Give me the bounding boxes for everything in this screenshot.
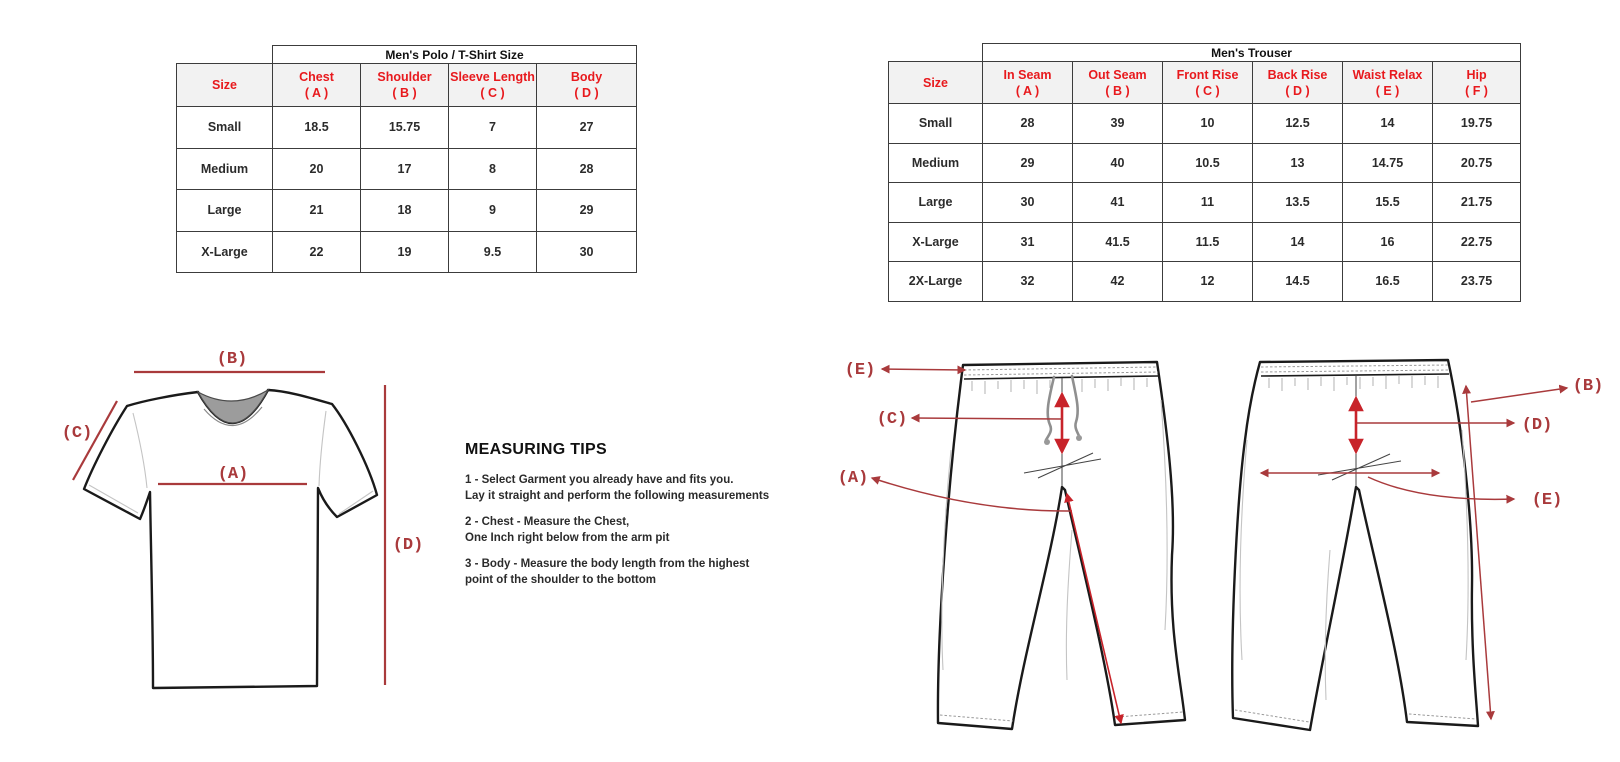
drawstring-knot-left <box>1044 439 1050 445</box>
value-cell: 13.5 <box>1253 183 1343 223</box>
value-cell: 11.5 <box>1163 222 1253 262</box>
column-name: In Seam <box>1003 67 1052 82</box>
polo-size-table <box>176 45 637 273</box>
size-cell: Small <box>889 104 983 144</box>
tip-line-2: Lay it straight and perform the following measurements <box>465 489 770 502</box>
measuring-tips-title: MEASURING TIPS <box>465 441 607 458</box>
column-name: Body <box>570 70 603 84</box>
value-cell: 22 <box>273 231 361 273</box>
front-rise-leader <box>912 418 1062 419</box>
value-cell: 7 <box>449 107 537 149</box>
inseam-label: (A) <box>837 469 869 488</box>
tshirt-measurement-diagram <box>40 325 450 725</box>
trouser-table-title: Men's Trouser <box>983 44 1521 62</box>
value-cell: 13 <box>1253 143 1343 183</box>
measuring-tips-section <box>465 441 795 599</box>
value-cell: 39 <box>1073 104 1163 144</box>
value-cell: 14.5 <box>1253 262 1343 302</box>
value-cell: 11 <box>1163 183 1253 223</box>
spacer-cell <box>177 46 273 64</box>
value-cell: 18.5 <box>273 107 361 149</box>
tshirt-outline <box>84 390 377 688</box>
measuring-tip <box>465 557 795 588</box>
column-header <box>449 64 537 107</box>
value-cell: 17 <box>361 148 449 190</box>
value-cell: 20 <box>273 148 361 190</box>
value-cell: 30 <box>983 183 1073 223</box>
value-cell: 14.75 <box>1343 143 1433 183</box>
table-row <box>177 107 637 149</box>
value-cell: 15.5 <box>1343 183 1433 223</box>
value-cell: 28 <box>537 148 637 190</box>
outseam-leader <box>1471 388 1567 402</box>
polo-title-row <box>177 46 637 64</box>
size-cell: Large <box>177 190 273 232</box>
table-row <box>889 222 1521 262</box>
value-cell: 21.75 <box>1433 183 1521 223</box>
column-name: Front Rise <box>1176 67 1239 82</box>
value-cell: 21 <box>273 190 361 232</box>
value-cell: 9.5 <box>449 231 537 273</box>
value-cell: 10.5 <box>1163 143 1253 183</box>
value-cell: 16.5 <box>1343 262 1433 302</box>
size-cell: Small <box>177 107 273 149</box>
column-header <box>1073 62 1163 104</box>
shoulder-label: (B) <box>216 350 248 369</box>
table-row <box>177 231 637 273</box>
value-cell: 22.75 <box>1433 222 1521 262</box>
measuring-tip <box>465 515 795 546</box>
value-cell: 42 <box>1073 262 1163 302</box>
column-name: Out Seam <box>1088 67 1147 82</box>
column-code: ( C ) <box>480 86 505 100</box>
value-cell: 8 <box>449 148 537 190</box>
tip-line-2: point of the shoulder to the bottom <box>465 573 656 586</box>
body-label: (D) <box>392 536 424 555</box>
waist-label: (E) <box>844 361 876 380</box>
front-rise-label: (C) <box>876 410 908 429</box>
size-column-header: Size <box>177 64 273 107</box>
column-name: Shoulder <box>377 70 432 84</box>
size-cell: X-Large <box>177 231 273 273</box>
value-cell: 9 <box>449 190 537 232</box>
column-code: ( E ) <box>1375 83 1400 98</box>
value-cell: 41 <box>1073 183 1163 223</box>
value-cell: 29 <box>537 190 637 232</box>
value-cell: 30 <box>537 231 637 273</box>
column-name: Sleeve Length <box>450 70 535 84</box>
size-cell: Medium <box>889 143 983 183</box>
table-row <box>889 104 1521 144</box>
drawstring-knot-right <box>1076 435 1082 441</box>
value-cell: 29 <box>983 143 1073 183</box>
column-header <box>1433 62 1521 104</box>
trouser-title-row <box>889 44 1521 62</box>
waist-leader <box>882 369 965 370</box>
value-cell: 31 <box>983 222 1073 262</box>
size-cell: Medium <box>177 148 273 190</box>
column-code: ( F ) <box>1465 83 1488 98</box>
tip-line-2: One Inch right below from the arm pit <box>465 531 670 544</box>
column-code: ( B ) <box>392 86 417 100</box>
column-code: ( A ) <box>1015 83 1040 98</box>
chest-label: (A) <box>217 465 249 484</box>
value-cell: 15.75 <box>361 107 449 149</box>
value-cell: 14 <box>1343 104 1433 144</box>
trouser-back-view <box>1232 360 1603 730</box>
column-name: Chest <box>299 70 334 84</box>
value-cell: 16 <box>1343 222 1433 262</box>
size-cell: Large <box>889 183 983 223</box>
trouser-size-table <box>888 43 1521 302</box>
value-cell: 18 <box>361 190 449 232</box>
column-code: ( B ) <box>1105 83 1130 98</box>
value-cell: 12.5 <box>1253 104 1343 144</box>
value-cell: 23.75 <box>1433 262 1521 302</box>
table-row <box>177 190 637 232</box>
size-cell: 2X-Large <box>889 262 983 302</box>
column-code: ( D ) <box>574 86 599 100</box>
value-cell: 12 <box>1163 262 1253 302</box>
column-name: Waist Relax <box>1352 67 1423 82</box>
tip-line-1: 3 - Body - Measure the body length from the highest <box>465 558 750 570</box>
column-code: ( D ) <box>1285 83 1310 98</box>
outseam-label: (B) <box>1572 377 1604 396</box>
trouser-front-view <box>838 361 1185 729</box>
tip-line-1: 2 - Chest - Measure the Chest, <box>465 516 630 528</box>
column-name: Hip <box>1466 67 1487 82</box>
value-cell: 19.75 <box>1433 104 1521 144</box>
column-code: ( C ) <box>1195 83 1220 98</box>
value-cell: 27 <box>537 107 637 149</box>
measuring-tip <box>465 473 795 504</box>
table-row <box>889 143 1521 183</box>
value-cell: 41.5 <box>1073 222 1163 262</box>
table-row <box>889 262 1521 302</box>
column-header <box>983 62 1073 104</box>
hip-label: (E) <box>1531 491 1563 510</box>
table-row <box>889 183 1521 223</box>
polo-table-title: Men's Polo / T-Shirt Size <box>273 46 637 64</box>
column-header <box>273 64 361 107</box>
column-header <box>537 64 637 107</box>
tip-line-1: 1 - Select Garment you already have and fits you. <box>465 474 734 486</box>
sleeve-label: (C) <box>61 424 93 443</box>
value-cell: 40 <box>1073 143 1163 183</box>
column-header <box>1253 62 1343 104</box>
value-cell: 10 <box>1163 104 1253 144</box>
value-cell: 14 <box>1253 222 1343 262</box>
size-cell: X-Large <box>889 222 983 262</box>
polo-header-row <box>177 64 637 107</box>
size-column-header: Size <box>889 62 983 104</box>
back-rise-label: (D) <box>1521 416 1553 435</box>
value-cell: 19 <box>361 231 449 273</box>
trouser-header-row <box>889 62 1521 104</box>
column-header <box>1163 62 1253 104</box>
spacer-cell <box>889 44 983 62</box>
value-cell: 32 <box>983 262 1073 302</box>
column-header <box>361 64 449 107</box>
table-row <box>177 148 637 190</box>
value-cell: 20.75 <box>1433 143 1521 183</box>
column-header <box>1343 62 1433 104</box>
column-code: ( A ) <box>304 86 329 100</box>
trouser-measurement-diagram <box>810 330 1620 762</box>
value-cell: 28 <box>983 104 1073 144</box>
column-name: Back Rise <box>1267 67 1328 82</box>
